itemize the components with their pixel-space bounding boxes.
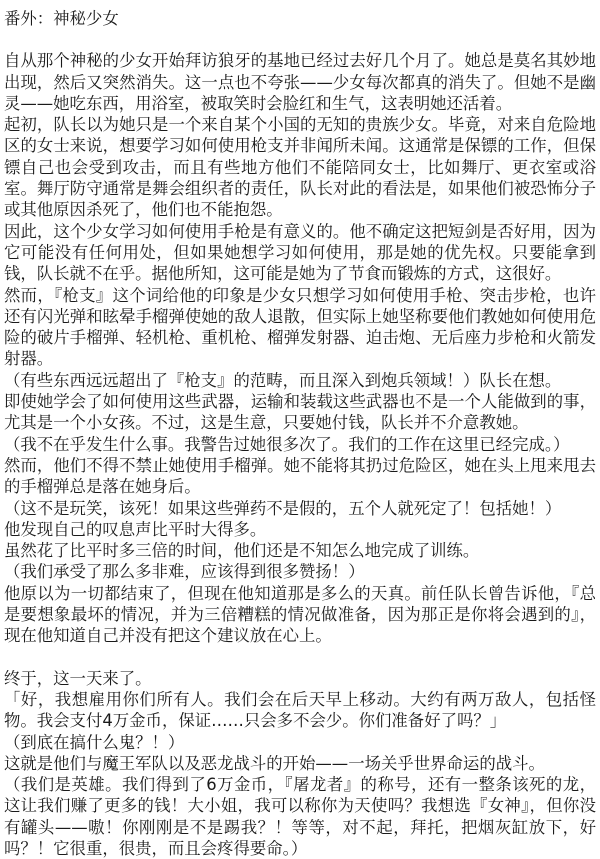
paragraph: （这不是玩笑，该死！如果这些弹药不是假的，五个人就死定了！包括她！）	[4, 498, 562, 518]
paragraph: （有些东西远远超出了『枪支』的范畴，而且深入到炮兵领域！）队长在想。	[4, 370, 562, 390]
paragraph: （我们承受了那么多非难，应该得到很多赞扬！）	[4, 562, 365, 582]
paragraph: （我们是英雄。我们得到了6万金币，『屠龙者』的称号，还有一整条该死的龙，这让我们赚了更多的钱！大小姐，我可以称你为天使吗？我想选『女神』，但你没有罐头——嗷！你刚刚是不是踢我？！等等，对不起，拜托，把烟灰缸放下，好吗？！它很重，很贵，而且会疼得要命。）	[4, 775, 596, 858]
paragraph: 起初，队长以为她只是一个来自某个小国的无知的贵族少女。毕竟，对来自危险地区的女士来说，想要学习如何使用枪支并非闻所未闻。这通常是保镖的工作，但保镖自己也会受到攻击，而且有些地方他们不能陪同女士，比如舞厅、更衣室或浴室。舞厅防守通常是舞会组织者的责任，队长对此的看法是，如果他们被恐怖分子或其他原因杀死了，他们也不能抱怨。	[4, 115, 596, 220]
paragraph: 然而，『枪支』这个词给他的印象是少女只想学习如何使用手枪、突击步枪，也许还有闪光弹和眩晕手榴弹使她的敌人退散，但实际上她坚称要他们教她如何使用危险的破片手榴弹、轻机枪、重机枪、榴弹发射器、迫击炮、无后座力步枪和火箭发射器。	[4, 285, 596, 369]
paragraph: 终于，这一天来了。	[4, 668, 152, 688]
paragraph: 他发现自己的叹息声比平时大得多。	[4, 519, 267, 539]
paragraph: 自从那个神秘的少女开始拜访狼牙的基地已经过去好几个月了。她总是莫名其妙地出现，然后又突然消失。这一点也不夸张——少女每次都真的消失了。但她不是幽灵——她吃东西，用浴室，被取笑时会脸红和生气，这表明她还活着。	[4, 51, 596, 113]
paragraph: 「好，我想雇用你们所有人。我们会在后天早上移动。大约有两万敌人，包括怪物。我会支付4万金币，保证……只会多不会少。你们准备好了吗？」	[4, 689, 596, 731]
paragraph: （到底在搞什么鬼？！）	[4, 732, 185, 752]
chapter-title: 番外：神秘少女	[4, 9, 119, 28]
paragraph: （我不在乎发生什么事。我警告过她很多次了。我们的工作在这里已经完成。）	[4, 434, 570, 454]
paragraph: 这就是他们与魔王军队以及恶龙战斗的开始——一场关乎世界命运的战斗。	[4, 753, 545, 773]
paragraph: 即使她学会了如何使用这些武器，运输和装载这些武器也不是一个人能做到的事，尤其是一个小女孩。不过，这是生意，只要她付钱，队长并不介意教她。	[4, 392, 596, 433]
paragraph: 因此，这个少女学习如何使用手枪是有意义的。他不确定这把短剑是否好用，因为它可能没有任何用处，但如果她想学习如何使用，那是她的优先权。只要能拿到钱，队长就不在乎。据他所知，这可能是她为了节食而锻炼的方式，这很好。	[4, 221, 596, 284]
paragraph: 他原以为一切都结束了，但现在他知道那是多么的天真。前任队长曾告诉他，『总是要想象最坏的情况，并为三倍糟糕的情况做准备，因为那正是你将会遇到的』，现在他知道自己并没有把这个建议放在心上。	[4, 583, 596, 646]
paragraph-gap	[4, 647, 596, 668]
paragraph: 虽然花了比平时多三倍的时间，他们还是不知怎么地完成了训练。	[4, 541, 480, 561]
paragraph: 然而，他们不得不禁止她使用手榴弹。她不能将其扔过危险区，她在头上甩来甩去的手榴弹总是落在她身后。	[4, 455, 596, 497]
